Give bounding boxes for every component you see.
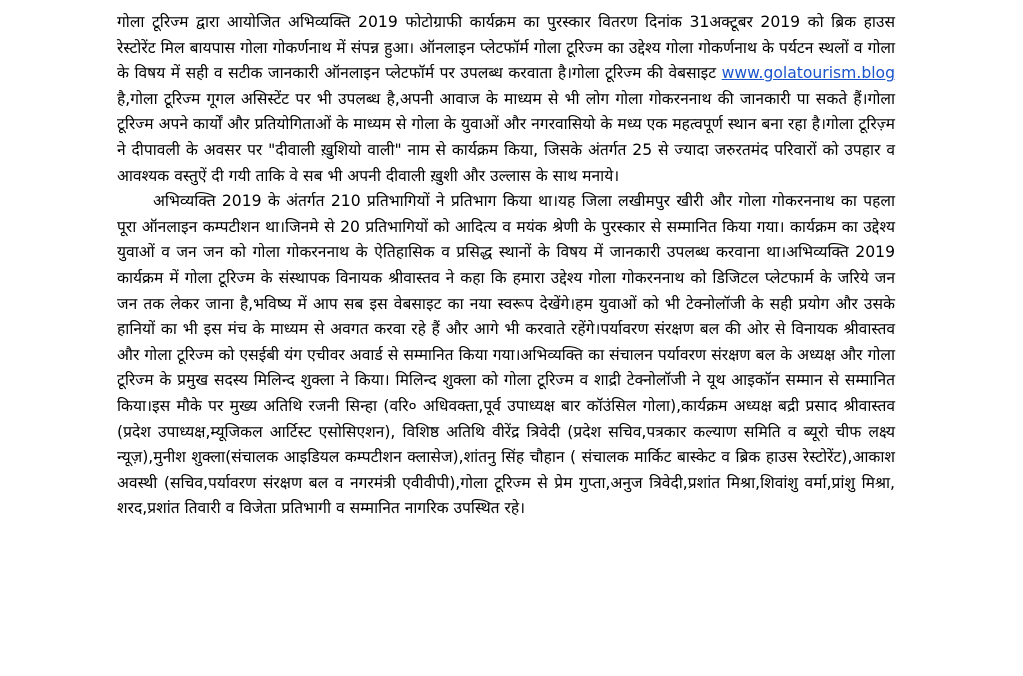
paragraph-1-text-before-link: गोला टूरिज्म द्वारा आयोजित अभिव्यक्ति 2019 फोटोग्राफी कार्यक्रम का पुरस्कार वितरण दिनांक 31अक्टूबर 2019 को ब्रिक हाउस रेस्टोरेंट मिल बायपास गोला गोकर्णनाथ में संपन्न हुआ। ऑनलाइन प्लेटफॉर्म गोला टूरिज्म का उद्देश्य गोला गोकर्णनाथ के पर्यटन स्थलों व गोला के विषय में सही व सटीक जानकारी ऑनलाइन प्लेटफॉर्म पर उपलब्ध करवाता है।गोला टूरिज्म की वेबसाइट xyxy=(117,13,895,83)
paragraph-competition-details: अभिव्यक्ति 2019 के अंतर्गत 210 प्रतिभागियों ने प्रतिभाग किया था।यह जिला लखीमपुर खीरी और गोला गोकरननाथ का पहला पूरा ऑनलाइन कम्पटीशन था।जिनमे से 20 प्रतिभागियों को आदित्य व मयंक श्रेणी के पुरस्कार से सम्मानित किया गया। कार्यक्रम का उद्देश्य युवाओं व जन जन को गोला गोकरननाथ के ऐतिहासिक व प्रसिद्ध स्थानों के विषय में जानकारी उपलब्ध करवाना था।अभिव्यक्ति 2019 कार्यक्रम में गोला टूरिज्म के संस्थापक विनायक श्रीवास्तव ने कहा कि हमारा उद्देश्य गोला गोकरननाथ को डिजिटल प्लेटफार्म के जरिये जन जन तक लेकर जाना है,भविष्य में आप सब इस वेबसाइट का नया स्वरूप देखेंगे।हम युवाओं को भी टेक्नोलॉजी के सही प्रयोग और उसके हानियों का भी इस मंच के माध्यम से अवगत करवा रहे हैं और आगे भी करवाते रहेंगे।पर्यावरण संरक्षण बल की ओर से विनायक श्रीवास्तव और गोला टूरिज्म को एसईबी यंग एचीवर अवार्ड से सम्मानित किया गया।अभिव्यक्ति का संचालन पर्यावरण संरक्षण बल के अध्यक्ष और गोला टूरिज्म के प्रमुख सदस्य मिलिन्द शुक्ला ने किया। मिलिन्द शुक्ला को गोला टूरिज्म व शाद्री टेक्नोलॉजी ने यूथ आइकॉन सम्मान से सम्मानित किया।इस मौके पर मुख्य अतिथि रजनी सिन्हा (वरि० अधिवक्ता,पूर्व उपाध्यक्ष बार कॉउंसिल गोला),कार्यक्रम अध्यक्ष बद्री प्रसाद श्रीवास्तव (प्रदेश उपाध्यक्ष,म्यूजिकल आर्टिस्ट एसोसिएशन), विशिष्ठ अतिथि वीरेंद्र त्रिवेदी (प्रदेश सचिव,पत्रकार कल्याण समिति व ब्यूरो चीफ लक्ष्य न्यूज़),मुनीश शुक्ला(संचालक आइडियल कम्पटीशन क्लासेज),शांतनु सिंह चौहान ( संचालक मार्किट बास्केट व ब्रिक हाउस रेस्टोरेंट),आकाश अवस्थी (सचिव,पर्यावरण संरक्षण बल व नगरमंत्री एवीवीपी),गोला टूरिज्म से प्रेम गुप्ता,अनुज त्रिवेदी,प्रशांत मिश्रा,शिवांशु वर्मा,प्रांशु मिश्रा, शरद,प्रशांत तिवारी व विजेता प्रतिभागी व सम्मानित नागरिक उपस्थित रहे। xyxy=(117,192,895,518)
paragraph-1-text-after-link: है,गोला टूरिज्म गूगल असिस्टेंट पर भी उपलब्ध है,अपनी आवाज के माध्यम से भी लोग गोला गोकरननाथ की जानकारी पा सकते हैं।गोला टूरिज्म अपने कार्यों और प्रतियोगिताओं के माध्यम से गोला के युवाओं और नगरवासियो के मध्य एक महत्वपूर्ण स्थान बना रहा है।गोला टूरिज़्म ने दीपावली के अवसर पर "दीवाली ख़ुशियो वाली" नाम से कार्यक्रम किया, जिसके अंतर्गत 25 से ज्यादा जरुरतमंद परिवारों को उपहार व आवश्यक वस्तुऐं दी गयी ताकि वे सब भी अपनी दीवाली ख़ुशी और उल्लास के साथ मनाये। xyxy=(117,89,895,185)
article-body xyxy=(117,10,895,522)
paragraph-award-ceremony xyxy=(117,10,895,189)
website-link[interactable]: www.golatourism.blog xyxy=(721,64,895,83)
